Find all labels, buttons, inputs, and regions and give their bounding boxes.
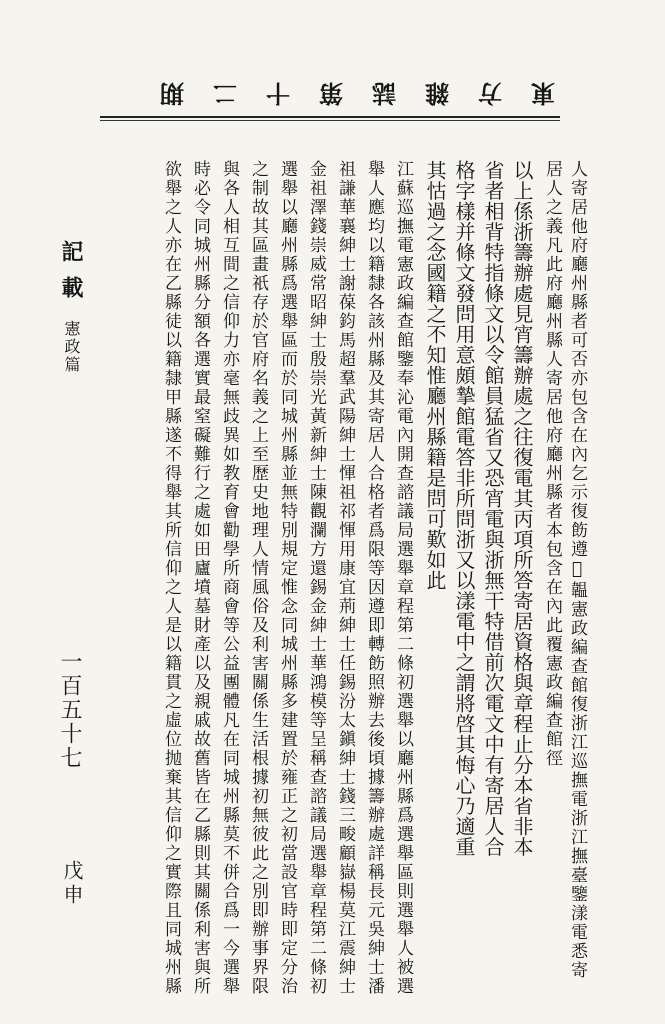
running-header [160,78,555,108]
text-column-3: 以上係浙籌辦處見宵籌辦處之往復電其丙項所答寄居資格與章程止分本省非本 [510,160,534,857]
text-column-6: 其怙過之念國籍之不知惟廳州縣籍是問可歎如此 [423,160,447,591]
page-number: 一百五十七 [57,650,82,770]
text-column-1: 人寄居他府廳州縣者可否亦包含在內乞示復飭遵𥙆韞憲政編查館復浙江巡撫電浙江撫臺鑒漾電悉寄 [567,160,587,980]
header-char: 雜 [425,79,449,108]
header-char: 二 [213,79,237,108]
text-column-12: 之制故其區畫祇存於官府名義之上至歷史地理人情風俗及利害關係生活根據初無彼此之別即辦事界限 [248,160,268,996]
text-column-4: 省者相背特指條文以令館員猛省又恐宵電與浙無干特借前次電文中有寄居人合 [481,160,505,857]
text-column-14: 時必令同城州縣分額各選實最窒礙難行之處如田廬墳墓財產以及親戚故舊皆在乙縣則其關係利害與所 [190,160,210,996]
header-char: 第 [319,79,343,108]
text-column-8: 舉人應均以籍隸各該州縣及其寄居人合格者爲限等因遵即轉飭照辦去後頃據籌辦處詳稱長元吳紳士潘 [364,160,384,996]
header-rule-thin [100,120,560,121]
text-column-2: 居人之義凡此府廳州縣人寄居他府廳州縣者本包含在內此覆憲政編查館徑 [542,160,562,768]
text-column-7: 江蘇巡撫電憲政編查館鑒奉沁電內開查諮議局選舉章程第二條初選舉以廳州縣爲選舉區則選舉人被選 [393,160,413,996]
text-column-9: 祖謙華襄紳士謝葆鈞馬超羣武陽紳士惲祖祁惲用康宜荊紳士任錫汾太鎭紳士錢三畯顧嶽楊莫江震紳士 [335,160,355,996]
header-char: 十 [266,79,290,108]
header-char: 誌 [372,79,396,108]
text-column-13: 與各人相互間之信仰力亦毫無歧異如教育會勸學所商會等公益團體凡在同城州縣莫不併合爲一今選舉 [219,160,239,996]
header-rule [100,116,560,118]
text-column-10: 金祖澤錢崇威常昭紳士殷崇光黃新紳士陳觀瀾方還錫金紳士華鴻模等呈稱查諮議局選舉章程第二條初 [306,160,326,996]
text-column-11: 選舉以廳州縣爲選舉區而於同城州縣並無特別規定惟念同城州縣多建置於雍正之初當設官時即定分治 [277,160,297,996]
date-mark: 戊申 [60,860,84,908]
section-label: 記載 [58,240,84,312]
text-column-5: 格字樣并條文發問用意頗摯館電答非所問浙又以漾電中之謂將啓其悔心乃適重 [452,160,476,857]
text-column-15: 欲舉之人亦在乙縣徒以籍隸甲縣遂不得舉其所信仰之人是以籍貫之虛位抛棄其信仰之實際且同城州縣 [161,160,181,996]
header-char: 期 [160,79,184,108]
header-char: 東 [531,79,555,108]
section-subtitle: 憲政篇 [62,320,81,374]
header-char: 方 [478,79,502,108]
